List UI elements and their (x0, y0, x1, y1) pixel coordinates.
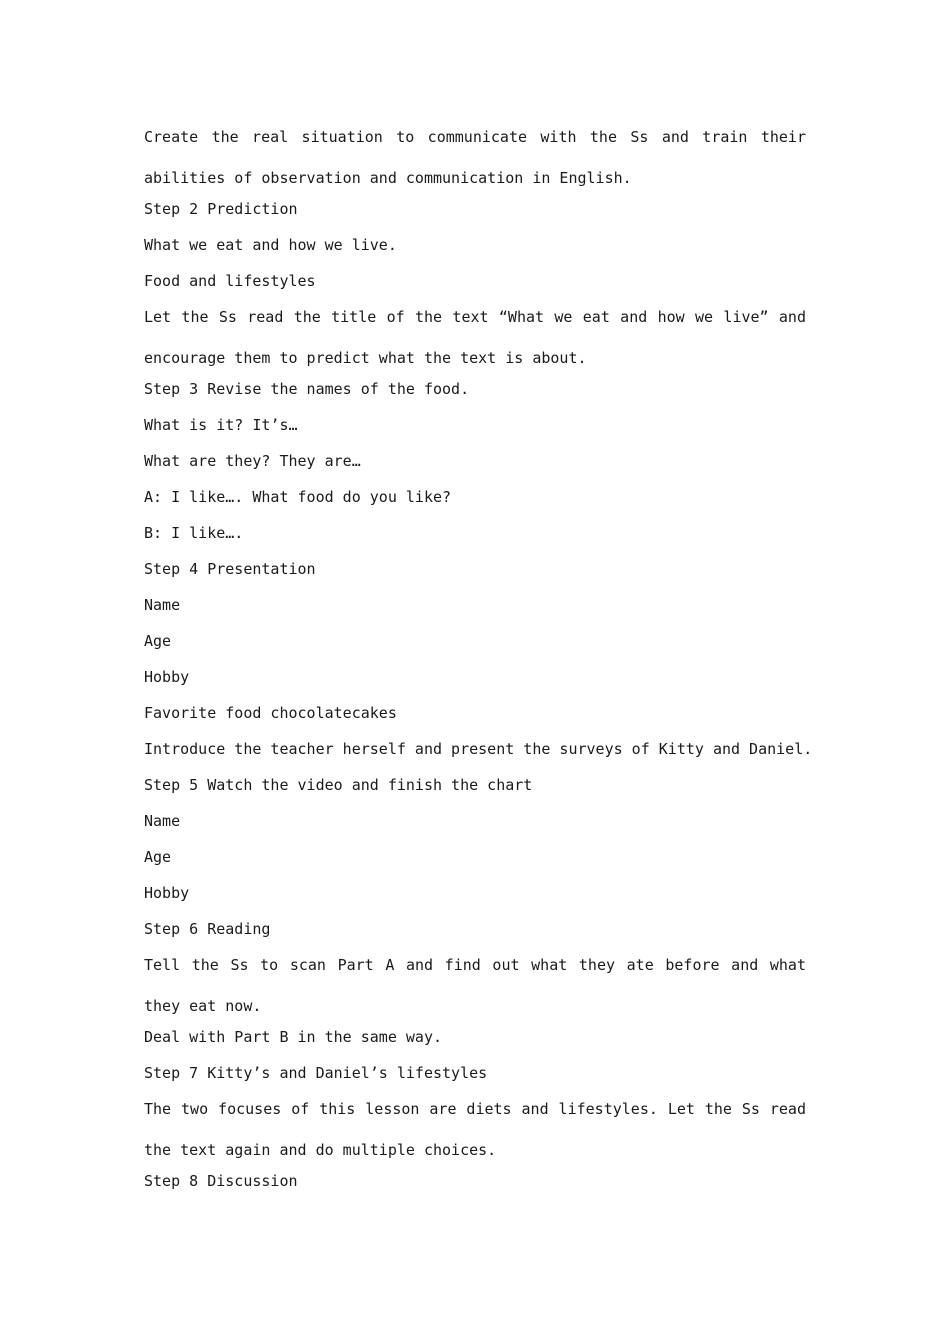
text-line: Name (144, 812, 181, 830)
step-7-heading: Step 7 Kitty’s and Daniel’s lifestyles (144, 1064, 488, 1082)
text-line: A: I like…. What food do you like? (144, 488, 452, 506)
text-line: Hobby (144, 884, 190, 902)
text-line: Hobby (144, 668, 190, 686)
paragraph-step-7: The two focuses of this lesson are diets and lifestyles. Let the Ss read the text again and do multiple choices. (144, 1100, 806, 1159)
step-8-heading: Step 8 Discussion (144, 1172, 298, 1190)
text-line: Age (144, 848, 172, 866)
step-6-heading: Step 6 Reading (144, 920, 271, 938)
paragraph-intro: Create the real situation to communicate with the Ss and train their abilities of observation and communication in English. (144, 128, 806, 187)
text-line: What we eat and how we live. (144, 236, 397, 254)
step-5-heading: Step 5 Watch the video and finish the chart (144, 776, 533, 794)
step-2-heading: Step 2 Prediction (144, 200, 298, 218)
text-line: Food and lifestyles (144, 272, 316, 290)
document-body (144, 124, 813, 1204)
text-line: Favorite food chocolatecakes (144, 704, 397, 722)
text-line: B: I like…. (144, 524, 244, 542)
text-line: Age (144, 632, 172, 650)
paragraph-step-6: Tell the Ss to scan Part A and find out what they ate before and what they eat now. (144, 956, 806, 1015)
step-4-heading: Step 4 Presentation (144, 560, 316, 578)
text-line: Deal with Part B in the same way. (144, 1028, 443, 1046)
text-line: Introduce the teacher herself and present the surveys of Kitty and Daniel. (144, 740, 813, 758)
text-line: Name (144, 596, 181, 614)
text-line: What is it? It’s… (144, 416, 298, 434)
paragraph-step-2: Let the Ss read the title of the text “What we eat and how we live” and encourage them to predict what the text is about. (144, 308, 806, 367)
step-3-heading: Step 3 Revise the names of the food. (144, 380, 470, 398)
text-line: What are they? They are… (144, 452, 361, 470)
